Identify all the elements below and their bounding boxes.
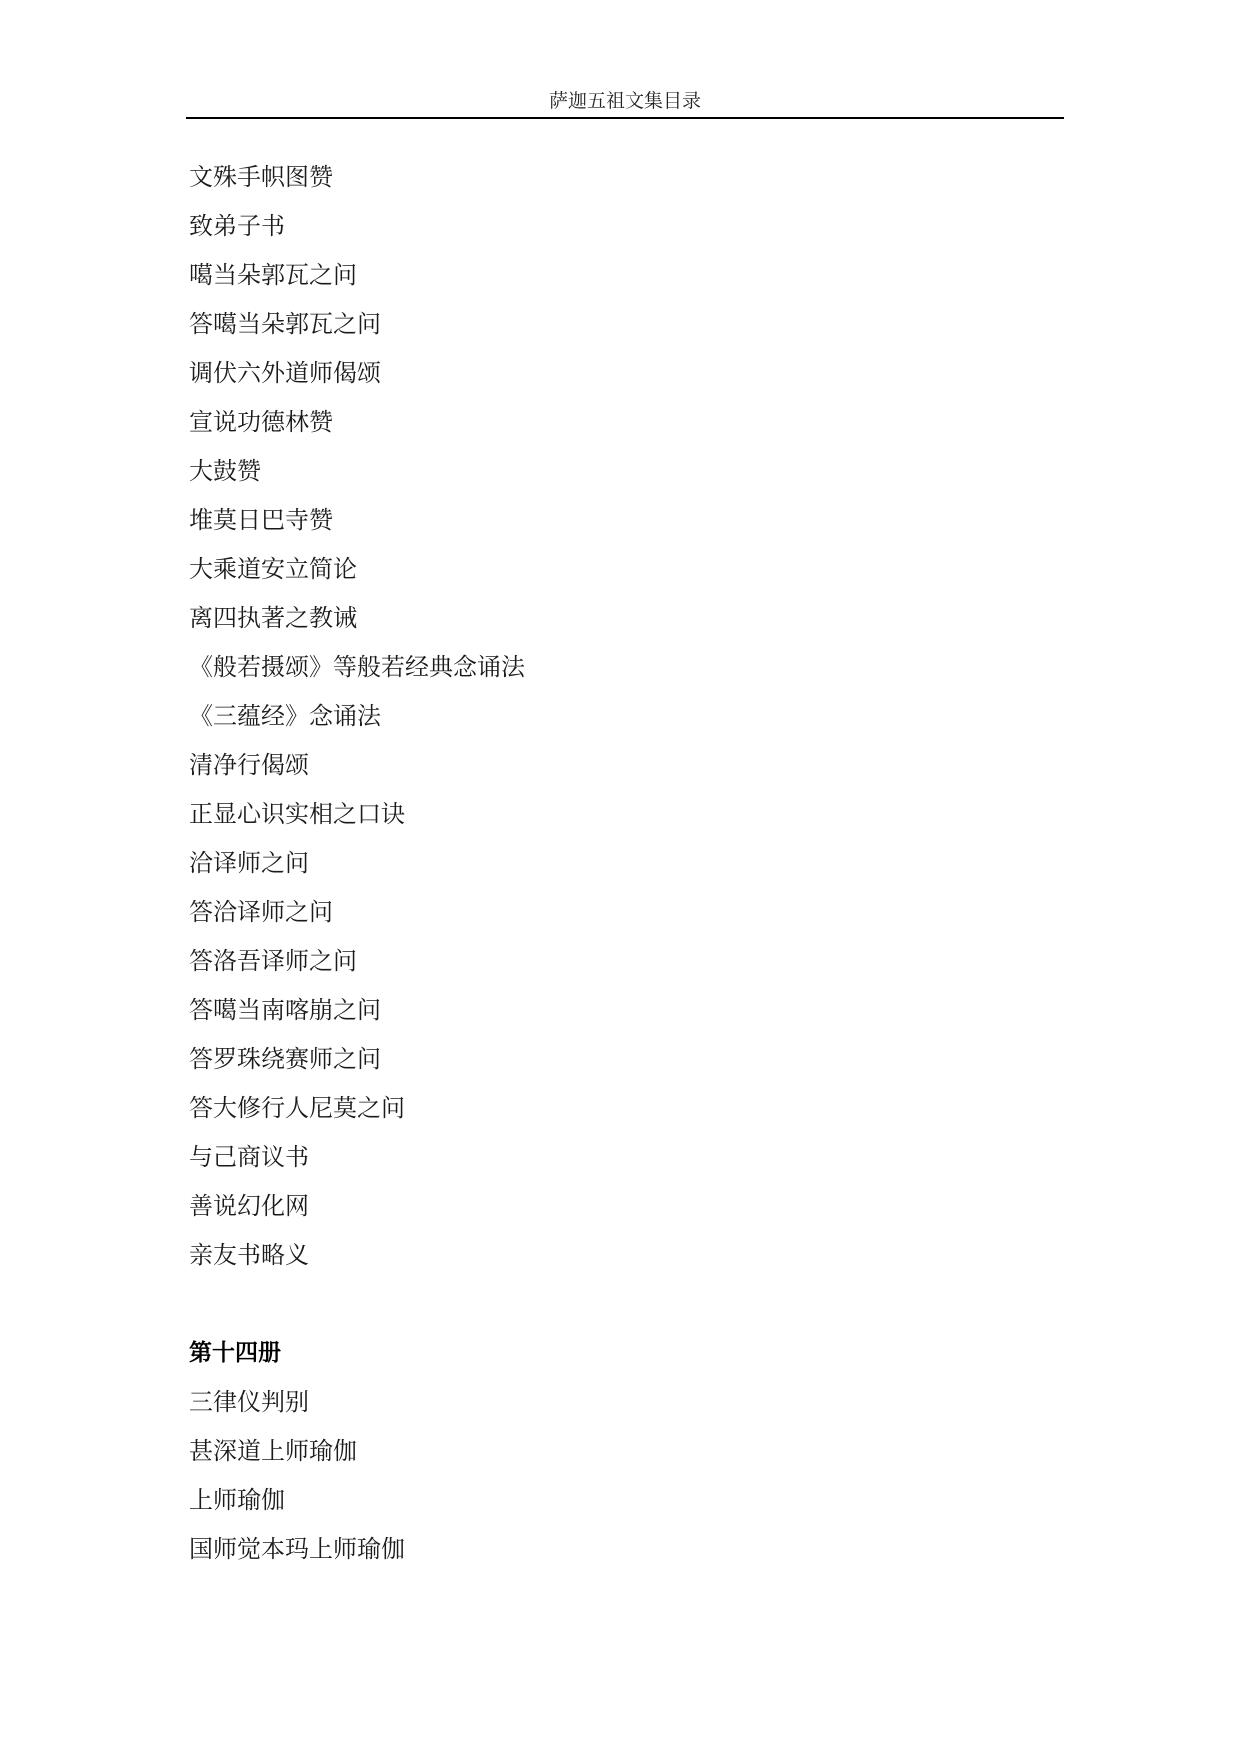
toc-item: 答洽译师之问 xyxy=(189,898,333,926)
toc-item: 致弟子书 xyxy=(189,212,285,240)
toc-item: 答罗珠绕赛师之问 xyxy=(189,1045,381,1073)
toc-item: 与己商议书 xyxy=(189,1143,309,1171)
toc-item: 大乘道安立简论 xyxy=(189,555,357,583)
toc-item: 善说幻化网 xyxy=(189,1192,309,1220)
toc-item: 答噶当朵郭瓦之问 xyxy=(189,310,381,338)
toc-item: 堆莫日巴寺赞 xyxy=(189,506,333,534)
toc-item: 正显心识实相之口诀 xyxy=(189,800,405,828)
toc-item: 上师瑜伽 xyxy=(189,1486,285,1514)
toc-item: 国师觉本玛上师瑜伽 xyxy=(189,1535,405,1563)
toc-item: 调伏六外道师偈颂 xyxy=(189,359,381,387)
table-of-contents xyxy=(189,153,1049,1574)
section-spacer xyxy=(189,1280,1049,1329)
toc-item: 离四执著之教诫 xyxy=(189,604,357,632)
toc-item: 宣说功德林赞 xyxy=(189,408,333,436)
toc-item: 亲友书略义 xyxy=(189,1241,309,1269)
toc-item: 答洛吾译师之问 xyxy=(189,947,357,975)
toc-item: 洽译师之问 xyxy=(189,849,309,877)
toc-item: 噶当朵郭瓦之问 xyxy=(189,261,357,289)
toc-item: 《般若摄颂》等般若经典念诵法 xyxy=(189,653,525,681)
volume-heading: 第十四册 xyxy=(189,1340,281,1366)
toc-item: 答噶当南喀崩之问 xyxy=(189,996,381,1024)
running-header-title: 萨迦五祖文集目录 xyxy=(548,90,701,112)
toc-item: 《三蕴经》念诵法 xyxy=(189,702,381,730)
toc-item: 清净行偈颂 xyxy=(189,751,309,779)
header-rule xyxy=(186,117,1064,119)
toc-item: 三律仪判别 xyxy=(189,1388,309,1416)
toc-item: 文殊手帜图赞 xyxy=(189,163,333,191)
toc-item: 答大修行人尼莫之问 xyxy=(189,1094,405,1122)
toc-item: 甚深道上师瑜伽 xyxy=(189,1437,357,1465)
toc-item: 大鼓赞 xyxy=(189,457,261,485)
